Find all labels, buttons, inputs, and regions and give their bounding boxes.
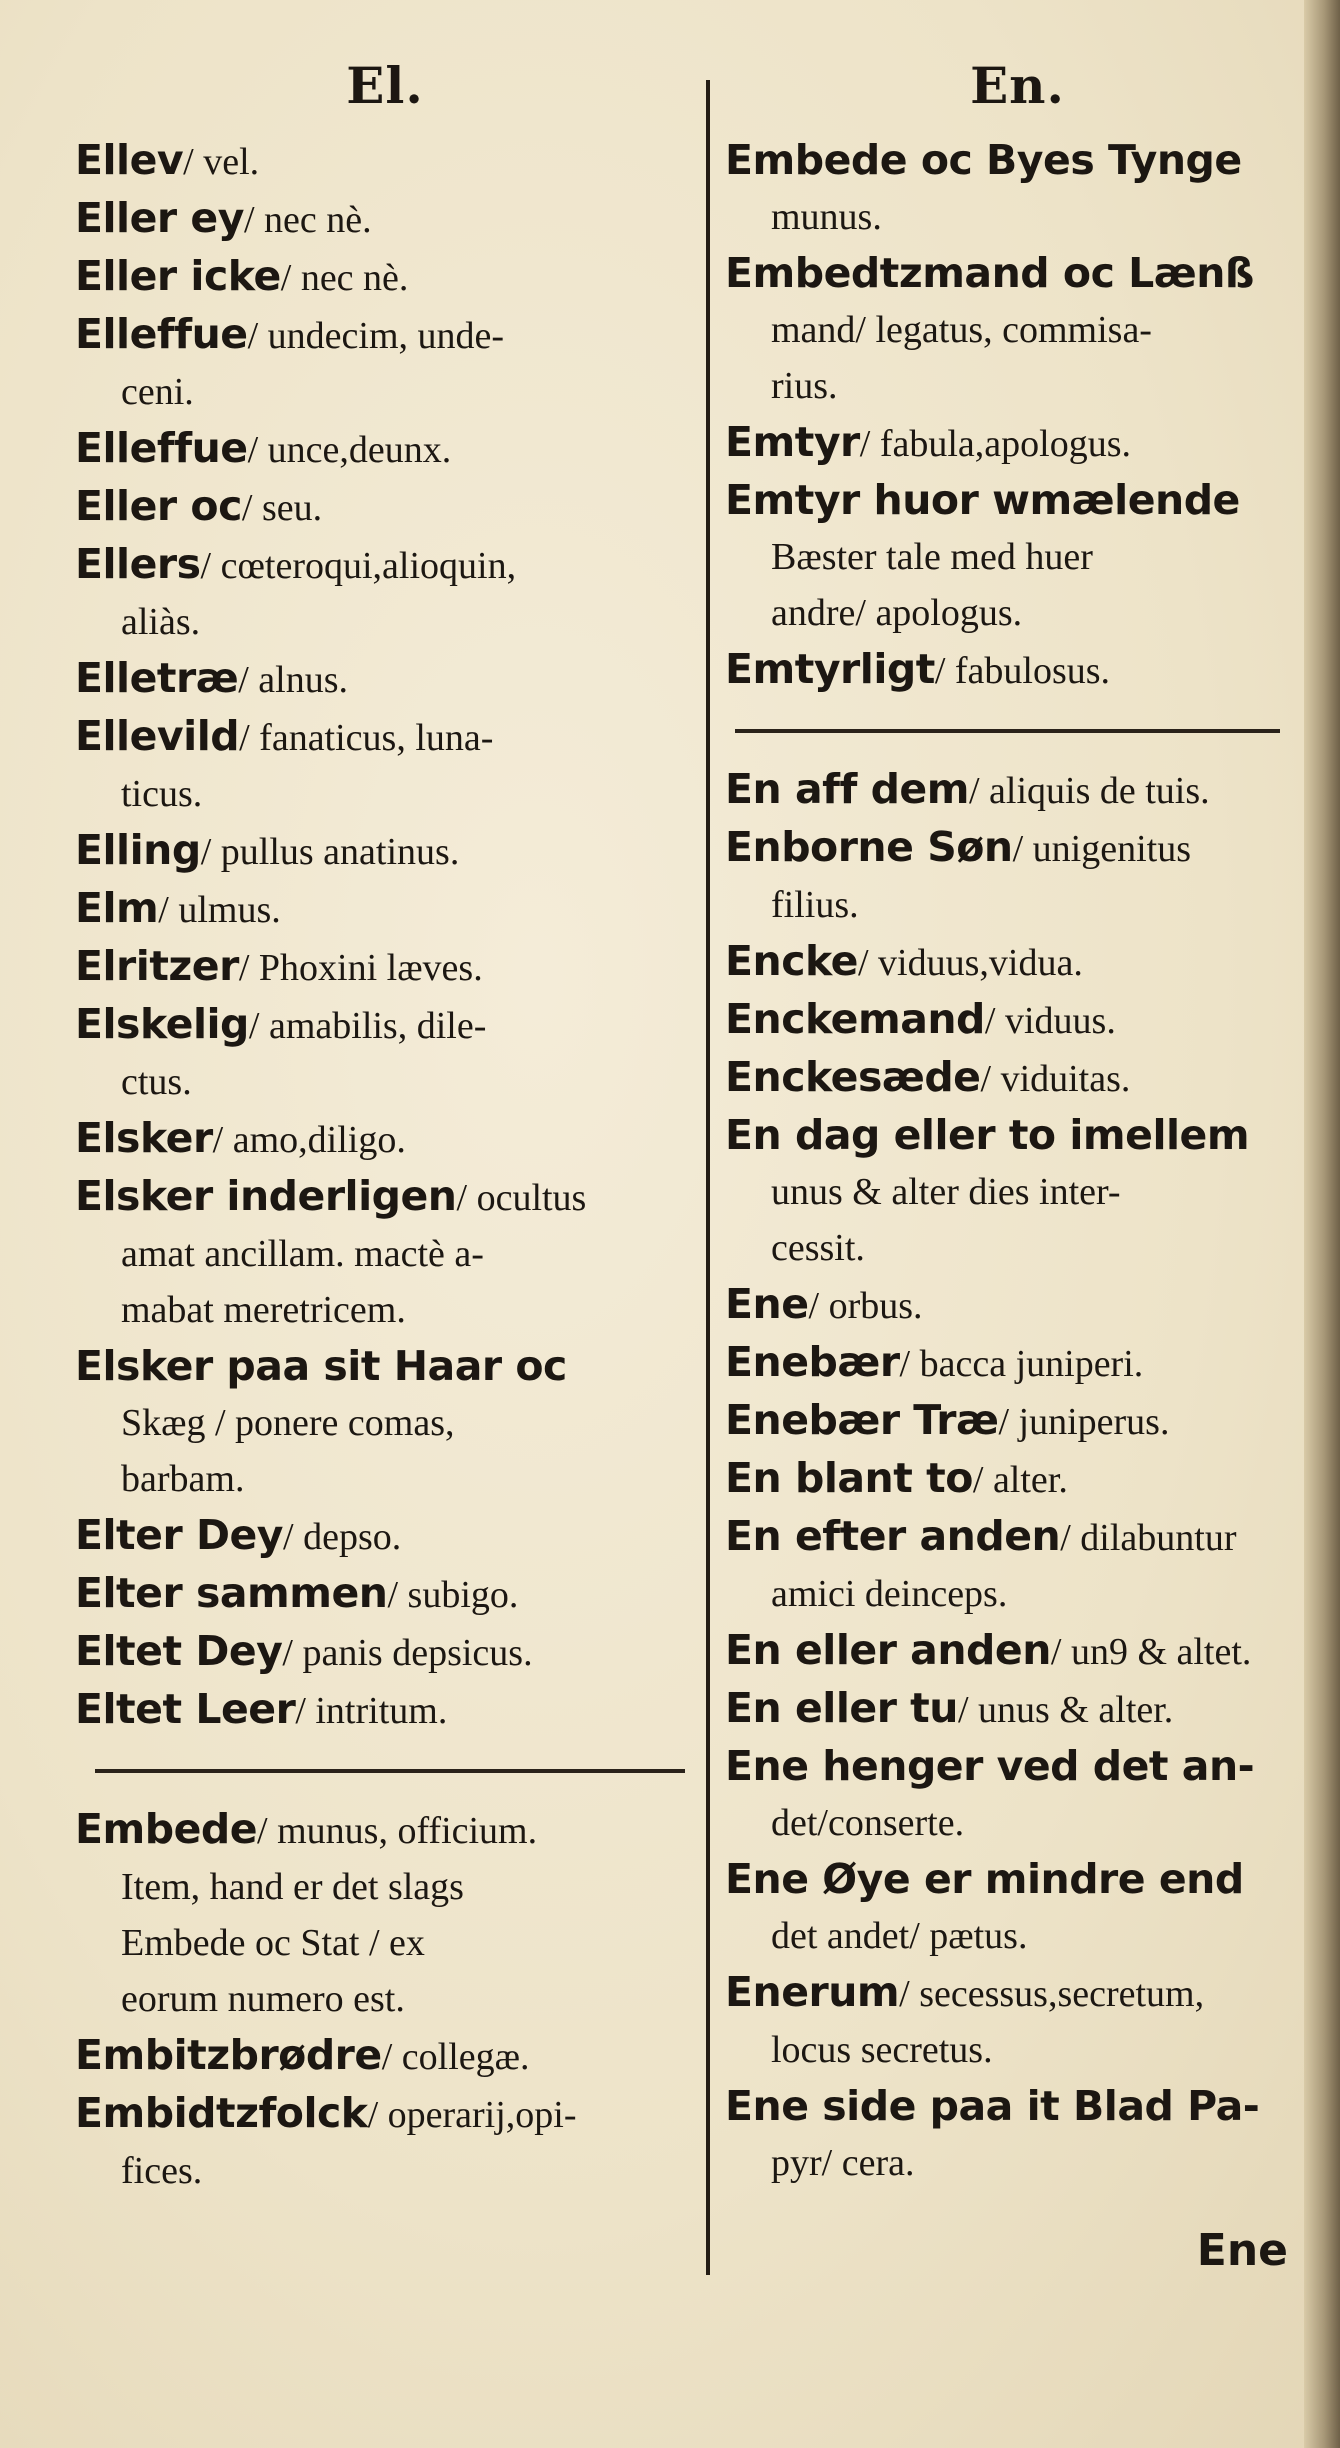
headword: En dag eller to imellem	[725, 1111, 1250, 1159]
headword: Elleffue	[75, 424, 248, 472]
headword: En eller anden	[725, 1626, 1051, 1674]
headword: Enerum	[725, 1968, 900, 2016]
separator: /	[247, 429, 268, 471]
dictionary-entry	[75, 1565, 695, 1623]
definition-continuation: ctus.	[121, 1061, 192, 1103]
headword: Elsker inderligen	[75, 1172, 457, 1220]
separator: /	[257, 1810, 278, 1852]
definition: alter.	[992, 1459, 1068, 1501]
definition-continuation: locus secretus.	[771, 2029, 993, 2071]
headword: Eller oc	[75, 482, 242, 530]
dictionary-entry	[725, 1851, 1310, 1964]
headword: Ene Øye er mindre end	[725, 1855, 1244, 1903]
dictionary-entry	[75, 938, 695, 996]
headword: Elsker paa sit Haar oc	[75, 1342, 567, 1390]
separator: /	[984, 1000, 1005, 1042]
headword: Eltet Leer	[75, 1685, 296, 1733]
dictionary-entry	[725, 819, 1310, 933]
column-divider	[706, 80, 710, 2275]
dictionary-entry	[75, 306, 695, 420]
definition-continuation: aliàs.	[121, 601, 201, 643]
definition: ulmus.	[178, 889, 281, 931]
definition: un9 & altet.	[1070, 1631, 1252, 1673]
dictionary-entry	[725, 1276, 1310, 1334]
dictionary-entry	[75, 1623, 695, 1681]
headword: Embidtzfolck	[75, 2089, 368, 2137]
right-column	[725, 40, 1310, 2191]
definition: seu.	[261, 487, 323, 529]
headword: Encke	[725, 937, 858, 985]
separator: /	[239, 717, 260, 759]
separator: /	[367, 2094, 388, 2136]
separator: /	[282, 1632, 303, 1674]
dictionary-entry	[725, 472, 1310, 641]
headword: Enckemand	[725, 995, 985, 1043]
separator: /	[456, 1177, 477, 1219]
definition: depso.	[303, 1516, 402, 1558]
headword: Eller icke	[75, 252, 281, 300]
separator: /	[200, 831, 221, 873]
headword: Ene	[725, 1280, 809, 1328]
definition: orbus.	[828, 1285, 923, 1327]
dictionary-entry	[725, 414, 1310, 472]
separator: /	[1012, 828, 1033, 870]
definition: viduus.	[1004, 1000, 1116, 1042]
dictionary-entry	[75, 1801, 695, 2027]
separator: /	[280, 257, 301, 299]
definition-continuation: barbam.	[121, 1458, 245, 1500]
dictionary-entry	[725, 1334, 1310, 1392]
dictionary-entry	[75, 420, 695, 478]
left-entries-embede	[75, 1801, 695, 2199]
headword: En blant to	[725, 1454, 973, 1502]
separator: /	[934, 650, 955, 692]
headword: Enebær	[725, 1338, 900, 1386]
section-rule	[95, 1769, 685, 1773]
definition-continuation: unus & alter dies inter-	[771, 1171, 1121, 1213]
headword: Elm	[75, 884, 159, 932]
headword: Elling	[75, 826, 201, 874]
definition: panis depsicus.	[302, 1632, 533, 1674]
left-column	[75, 40, 695, 2199]
definition-continuation: ceni.	[121, 371, 194, 413]
definition: intritum.	[315, 1690, 448, 1732]
separator: /	[241, 487, 262, 529]
definition: bacca juniperi.	[919, 1343, 1144, 1385]
headword: Ellers	[75, 540, 201, 588]
dictionary-entry	[75, 1168, 695, 1338]
headword: Enckesæde	[725, 1053, 981, 1101]
headword: Elleffue	[75, 310, 248, 358]
definition: subigo.	[407, 1574, 519, 1616]
dictionary-entry	[75, 1110, 695, 1168]
separator: /	[238, 659, 259, 701]
right-entries-en	[725, 761, 1310, 2191]
headword: Embede	[75, 1805, 258, 1853]
dictionary-entry	[75, 536, 695, 650]
definition-continuation: filius.	[771, 884, 859, 926]
headword: Ellev	[75, 136, 184, 184]
separator: /	[248, 1005, 269, 1047]
dictionary-entry	[75, 478, 695, 536]
catchword: Ene	[1196, 2225, 1288, 2276]
definition: unus & alter.	[978, 1689, 1174, 1731]
dictionary-entry	[75, 190, 695, 248]
definition: viduitas.	[1000, 1058, 1131, 1100]
definition: unigenitus	[1032, 828, 1191, 870]
separator: /	[295, 1690, 316, 1732]
definition: ocultus	[476, 1177, 587, 1219]
dictionary-entry	[75, 132, 695, 190]
definition: nec nè.	[264, 199, 372, 241]
separator: /	[857, 942, 879, 984]
definition-continuation: andre/ apologus.	[771, 592, 1023, 634]
headword: Emtyr huor wmælende	[725, 476, 1240, 524]
definition-continuation: amat ancillam. mactè a-	[121, 1233, 484, 1275]
dictionary-entry	[725, 1680, 1310, 1738]
definition-continuation: Embede oc Stat / ex	[121, 1922, 425, 1964]
dictionary-entry	[75, 822, 695, 880]
separator: /	[899, 1343, 920, 1385]
dictionary-entry	[725, 933, 1310, 991]
definition: vel.	[203, 141, 260, 183]
headword: Ene side paa it Blad Pa-	[725, 2082, 1260, 2130]
definition-continuation: mand/ legatus, commisa-	[771, 309, 1152, 351]
definition: dilabuntur	[1080, 1517, 1237, 1559]
definition: aliquis de tuis.	[989, 770, 1210, 812]
headword: Elter Dey	[75, 1511, 284, 1559]
dictionary-entry	[75, 1338, 695, 1507]
definition: amabilis, dile-	[268, 1005, 487, 1047]
dictionary-entry	[725, 2078, 1310, 2191]
separator: /	[899, 1973, 920, 2015]
left-entries	[75, 132, 695, 1739]
headword: Elletræ	[75, 654, 239, 702]
definition-continuation: fices.	[121, 2150, 203, 2192]
definition-continuation: cessit.	[771, 1227, 865, 1269]
headword: Embede oc Byes Tynge	[725, 136, 1242, 184]
dictionary-entry	[725, 761, 1310, 819]
headword: Eller ey	[75, 194, 244, 242]
dictionary-entry	[725, 245, 1310, 414]
dictionary-entry	[75, 1681, 695, 1739]
definition: alnus.	[258, 659, 348, 701]
definition-continuation: det/conserte.	[771, 1802, 965, 1844]
dictionary-entry	[725, 991, 1310, 1049]
separator: /	[238, 947, 259, 989]
dictionary-entry	[725, 1049, 1310, 1107]
dictionary-entry	[75, 880, 695, 938]
dictionary-entry	[725, 132, 1310, 245]
separator: /	[980, 1058, 1001, 1100]
headword: Enborne Søn	[725, 823, 1013, 871]
headword: Ellevild	[75, 712, 240, 760]
definition: secessus,secretum,	[919, 1973, 1205, 2015]
dictionary-entry	[75, 248, 695, 306]
headword: Elter sammen	[75, 1569, 388, 1617]
definition-continuation: rius.	[771, 365, 838, 407]
dictionary-entry	[75, 708, 695, 822]
definition: unce,deunx.	[267, 429, 452, 471]
headword: Embitzbrødre	[75, 2031, 382, 2079]
definition-continuation: pyr/ cera.	[771, 2142, 915, 2184]
separator: /	[998, 1401, 1019, 1443]
dictionary-entry	[725, 1738, 1310, 1851]
separator: /	[957, 1689, 979, 1731]
headword: Elritzer	[75, 942, 239, 990]
separator: /	[247, 315, 268, 357]
separator: /	[158, 889, 179, 931]
definition-continuation: amici deinceps.	[771, 1573, 1008, 1615]
section-rule	[735, 729, 1280, 733]
separator: /	[1060, 1517, 1081, 1559]
separator: /	[387, 1574, 408, 1616]
definition: nec nè.	[300, 257, 409, 299]
definition-continuation: mabat meretricem.	[121, 1289, 406, 1331]
definition: fanaticus, luna-	[259, 717, 494, 759]
definition: munus, officium.	[277, 1810, 538, 1852]
headword: Enebær Træ	[725, 1396, 999, 1444]
separator: /	[200, 545, 221, 587]
definition: amo,diligo.	[232, 1119, 406, 1161]
definition: pullus anatinus.	[220, 831, 460, 873]
dictionary-entry	[75, 650, 695, 708]
definition: Phoxini læves.	[258, 947, 483, 989]
headword: Eltet Dey	[75, 1627, 283, 1675]
definition-continuation: ticus.	[121, 773, 203, 815]
dictionary-entry	[725, 641, 1310, 699]
headword: Emtyr	[725, 418, 860, 466]
dictionary-entry	[725, 1622, 1310, 1680]
headword: Elskelig	[75, 1000, 249, 1048]
definition: viduus,vidua.	[878, 942, 1083, 984]
dictionary-entry	[725, 1107, 1310, 1276]
separator: /	[283, 1516, 304, 1558]
dictionary-entry	[75, 1507, 695, 1565]
dictionary-entry	[75, 2027, 695, 2085]
definition-continuation: Skæg / ponere comas,	[121, 1402, 455, 1444]
definition: collegæ.	[401, 2036, 530, 2078]
separator: /	[968, 770, 990, 812]
separator: /	[243, 199, 265, 241]
right-entries	[725, 132, 1310, 699]
definition-continuation: eorum numero est.	[121, 1978, 405, 2020]
definition: operarij,opi-	[387, 2094, 577, 2136]
definition: undecim, unde-	[267, 315, 505, 357]
separator: /	[808, 1285, 829, 1327]
headword: Elsker	[75, 1114, 213, 1162]
definition: cœteroqui,alioquin,	[220, 545, 517, 587]
headword: En efter anden	[725, 1512, 1061, 1560]
dictionary-entry	[725, 1964, 1310, 2078]
definition-continuation: det andet/ pætus.	[771, 1915, 1028, 1957]
separator: /	[859, 423, 880, 465]
separator: /	[381, 2036, 402, 2078]
dictionary-entry	[725, 1450, 1310, 1508]
definition: fabulosus.	[954, 650, 1111, 692]
definition: juniperus.	[1018, 1401, 1170, 1443]
dictionary-entry	[75, 2085, 695, 2199]
headword: Ene henger ved det an-	[725, 1742, 1255, 1790]
separator: /	[183, 141, 204, 183]
separator: /	[972, 1459, 993, 1501]
headword: Embedtzmand oc Lænß	[725, 249, 1254, 297]
separator: /	[1050, 1631, 1071, 1673]
headword: En aff dem	[725, 765, 969, 813]
right-column-header: En.	[970, 56, 1065, 115]
separator: /	[212, 1119, 233, 1161]
left-column-header: El.	[346, 56, 424, 115]
dictionary-entry	[725, 1508, 1310, 1622]
dictionary-entry	[75, 996, 695, 1110]
definition-continuation: Item, hand er det slags	[121, 1866, 464, 1908]
headword: Emtyrligt	[725, 645, 935, 693]
definition-continuation: Bæster tale med huer	[771, 536, 1093, 578]
dictionary-entry	[725, 1392, 1310, 1450]
headword: En eller tu	[725, 1684, 958, 1732]
definition-continuation: munus.	[771, 196, 882, 238]
definition: fabula,apologus.	[879, 423, 1131, 465]
